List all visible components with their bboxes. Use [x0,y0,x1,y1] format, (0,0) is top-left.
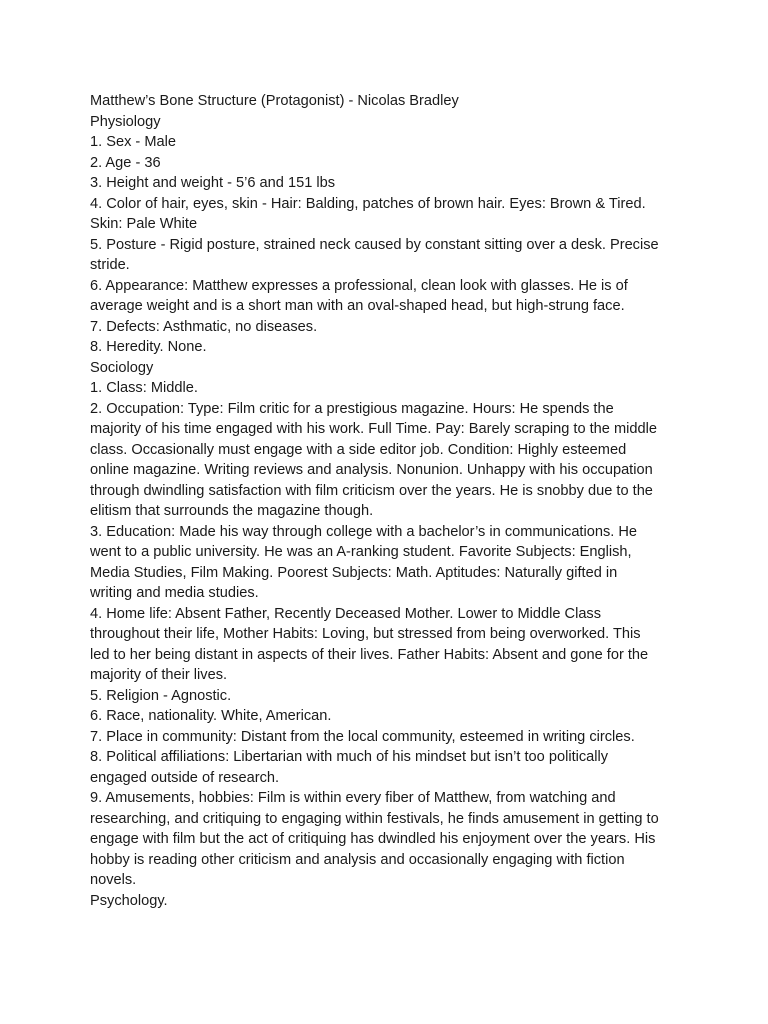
text-line: 2. Occupation: Type: Film critic for a prestigious magazine. Hours: He spends the [90,400,614,417]
text-line: 4. Home life: Absent Father, Recently Deceased Mother. Lower to Middle Class [90,605,602,622]
text-line: majority of his time engaged with his work. Full Time. Pay: Barely scraping to the middle [90,421,657,437]
text-line: 5. Posture - Rigid posture, strained neck caused by constant sitting over a desk. Precise [90,236,659,253]
text-line: 4. Color of hair, eyes, skin - Hair: Balding, patches of brown hair. Eyes: Brown & Tired. [90,195,646,212]
text-line: throughout their life, Mother Habits: Loving, but stressed from being overworked. This [90,626,641,642]
text-line: elitism that surrounds the magazine though. [90,503,374,519]
text-line: 7. Defects: Asthmatic, no diseases. [90,318,318,335]
text-line: 1. Class: Middle. [90,380,198,396]
text-line: 8. Heredity. None. [90,339,207,355]
text-line: Media Studies, Film Making. Poorest Subjects: Math. Aptitudes: Naturally gifted in [90,564,618,581]
document-title: Matthew’s Bone Structure (Protagonist) - Nicolas Bradley [90,93,459,109]
document-page [90,91,680,911]
text-line: engage with film but the act of critiquing has dwindled his enjoyment over the years. His [90,831,656,847]
text-line: 5. Religion - Agnostic. [90,687,232,704]
text-line: 9. Amusements, hobbies: Film is within every fiber of Matthew, from watching and [90,790,616,806]
text-line: novels. [90,872,137,888]
text-line: 8. Political affiliations: Libertarian with much of his mindset but isn’t too politically [90,749,609,765]
text-line: led to her being distant in aspects of their lives. Father Habits: Absent and gone for the [90,646,649,663]
text-line: 3. Education: Made his way through college with a bachelor’s in communications. He [90,523,638,540]
text-line: through dwindling satisfaction with film criticism over the years. He is snobby due to the [90,482,653,499]
text-line: Skin: Pale White [90,216,198,232]
text-line: average weight and is a short man with an oval-shaped head, but high-strung face. [90,298,625,314]
text-line: 6. Race, nationality. White, American. [90,708,332,724]
text-line: 7. Place in community: Distant from the local community, esteemed in writing circles. [90,728,635,745]
text-line: 6. Appearance: Matthew expresses a professional, clean look with glasses. He is of [90,277,628,294]
text-line: online magazine. Writing reviews and analysis. Nonunion. Unhappy with his occupation [90,462,653,478]
section-heading-physiology: Physiology [90,113,161,130]
text-line: writing and media studies. [90,585,259,601]
text-line: majority of their lives. [90,667,228,683]
text-line: class. Occasionally must engage with a side editor job. Condition: Highly esteemed [90,441,627,458]
text-line: hobby is reading other criticism and analysis and occasionally engaging with fiction [90,851,625,868]
text-line: 1. Sex - Male [90,134,176,150]
section-heading-sociology: Sociology [90,359,154,376]
text-line: 3. Height and weight - 5’6 and 151 lbs [90,175,336,191]
text-line: researching, and critiquing to engaging within festivals, he finds amusement in getting to [90,810,659,827]
text-line: stride. [90,257,130,273]
text-line: 2. Age - 36 [90,154,161,171]
text-line: went to a public university. He was an A-ranking student. Favorite Subjects: English, [90,544,632,560]
text-line: engaged outside of research. [90,769,280,786]
section-heading-psychology: Psychology. [90,892,168,909]
